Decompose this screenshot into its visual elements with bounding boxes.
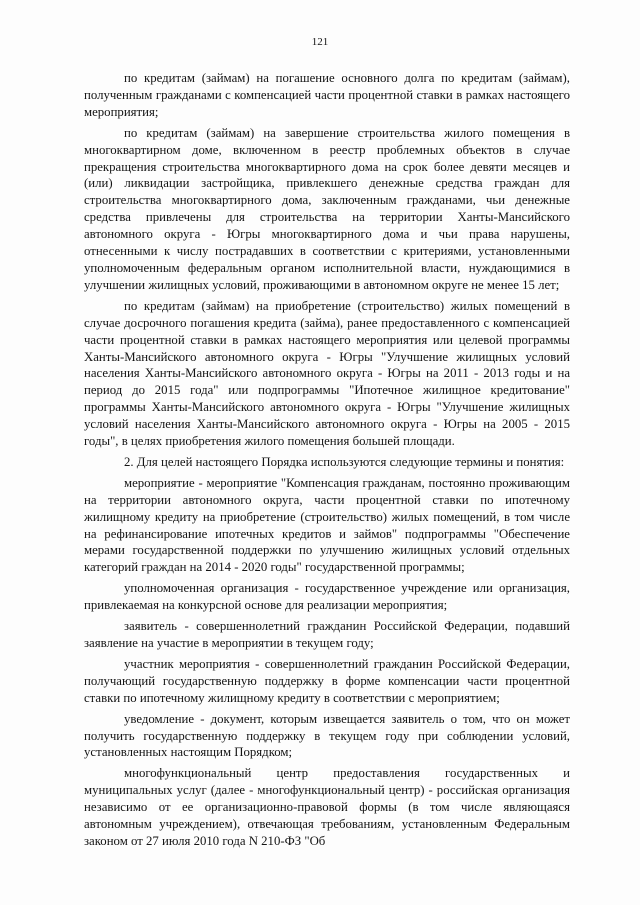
- paragraph-loans-early-repayment: по кредитам (займам) на приобретение (строительство) жилых помещений в случае досрочного погашения кредита (займа), ранее предоставленного с компенсацией части процентной ставки в рамках настоящего мероприятия или целевой программы Ханты-Мансийского автономного округа - Югры "Улучшение жилищных условий населения Ханты-Мансийского автономного округа - Югры на 2011 - 2013 годы и на период до 2015 года" или подпрограммы "Ипотечное жилищное кредитование" программы Ханты-Мансийского автономного округа - Югры "Улучшение жилищных условий населения Ханты-Мансийского автономного округа - Югры на 2005 - 2015 годы", в целях приобретения жилого помещения большей площади.: [84, 298, 570, 449]
- paragraph-terms-intro: 2. Для целей настоящего Порядка используются следующие термины и понятия:: [124, 454, 565, 469]
- paragraph-term-measure: мероприятие - мероприятие "Компенсация гражданам, постоянно проживающим на территории автономного округа, части процентной ставки по ипотечному жилищному кредиту на приобретение (строительство) жилых помещений, в том числе на рефинансирование ипотечных кредитов и займов" подпрограммы "Обеспечение мерами государственной поддержки по улучшению жилищных условий отдельных категорий граждан на 2014 - 2020 годы" государственной программы;: [84, 475, 570, 575]
- paragraph-term-notification: уведомление - документ, которым извещается заявитель о том, что он может получить государственную поддержку в текущем году при соблюдении условий, установленных настоящим Порядком;: [84, 711, 570, 760]
- paragraph-term-applicant: заявитель - совершеннолетний гражданин Российской Федерации, подавший заявление на участие в мероприятии в текущем году;: [84, 619, 570, 650]
- page-number: 121: [311, 36, 329, 48]
- paragraph-loans-principal: по кредитам (займам) на погашение основного долга по кредитам (займам), полученным гражданами с компенсацией части процентной ставки в рамках настоящего мероприятия;: [84, 71, 570, 119]
- paragraph-loans-construction-completion: по кредитам (займам) на завершение строительства жилого помещения в многоквартирном доме, включенном в реестр проблемных объектов в случае прекращения строительства многоквартирного дома на срок более девяти месяцев и (или) ликвидации застройщика, привлекшего денежные средства граждан для строительства многоквартирного дома, заключенным гражданами, чьи денежные средства привлечены для строительства на территории Ханты-Мансийского автономного округа - Югры многоквартирного дома и чьи права нарушены, отнесенными к числу пострадавших в соответствии с критериями, установленными уполномоченным федеральным органом исполнительной власти, нуждающимися в улучшении жилищных условий, проживающими в автономном округе не менее 15 лет;: [84, 125, 570, 292]
- paragraph-term-multifunctional-center: многофункциональный центр предоставления государственных и муниципальных услуг (далее - многофункциональный центр) - российская организация независимо от ее организационно-правовой формы (в том числе являющаяся автономным учреждением), отвечающая требованиям, установленным Федеральным законом от 27 июля 2010 года N 210-ФЗ "Об: [84, 766, 570, 848]
- paragraph-term-authorized-organization: уполномоченная организация - государственное учреждение или организация, привлекаемая на конкурсной основе для реализации мероприятия;: [84, 581, 570, 613]
- document-body: [84, 70, 570, 851]
- paragraph-term-participant: участник мероприятия - совершеннолетний гражданин Российской Федерации, получающий государственную поддержку в форме компенсации части процентной ставки по ипотечному жилищному кредиту в соответствии с мероприятием;: [84, 656, 570, 705]
